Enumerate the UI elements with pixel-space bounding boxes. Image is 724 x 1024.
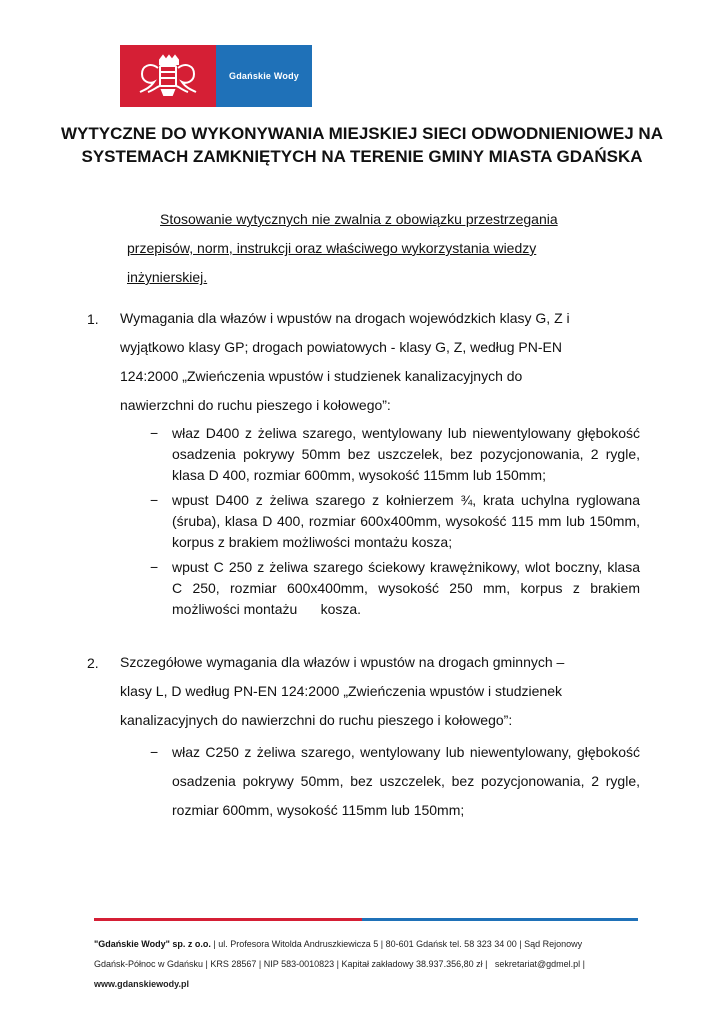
list-item bbox=[120, 423, 640, 486]
section-1-text bbox=[120, 304, 640, 420]
section-number: 2. bbox=[87, 655, 99, 671]
list-item bbox=[120, 490, 640, 553]
intro-line: przepisów, norm, instrukcji oraz właściwego wykorzystania wiedzy bbox=[127, 240, 537, 256]
dash-marker: − bbox=[150, 744, 159, 760]
footer-line: Gdańsk-Północ w Gdańsku | KRS 28567 | NIP 583-0010823 | Kapitał zakładowy 38.937.356,80 zł | sekretariat@gdmel.pl | bbox=[94, 959, 585, 969]
footer-line bbox=[94, 934, 634, 954]
footer-address: | ul. Profesora Witolda Andruszkiewicza 5 | 80-601 Gdańsk tel. 58 323 34 00 | Sąd Rejonowy bbox=[210, 939, 583, 949]
dash-marker: − bbox=[150, 425, 159, 441]
list-item bbox=[120, 738, 640, 825]
footer-rule-red bbox=[94, 918, 362, 921]
section-number: 1. bbox=[87, 311, 99, 327]
section-2-text bbox=[120, 648, 640, 735]
paragraph-line: 124:2000 „Zwieńczenia wpustów i studzienek kanalizacyjnych do bbox=[120, 368, 523, 384]
section-1-list bbox=[120, 423, 644, 624]
page-footer bbox=[94, 934, 634, 994]
footer-rule-blue bbox=[362, 918, 638, 921]
dash-marker: − bbox=[150, 559, 159, 575]
paragraph-line: Szczegółowe wymagania dla włazów i wpustów na drogach gminnych – bbox=[120, 654, 565, 670]
website-link[interactable]: www.gdanskiewody.pl bbox=[94, 979, 190, 989]
paragraph-line: wyjątkowo klasy GP; drogach powiatowych - klasy G, Z, według PN-EN bbox=[120, 339, 562, 355]
company-name: "Gdańskie Wody" sp. z o.o. bbox=[94, 939, 211, 949]
list-item-text: wpust D400 z żeliwa szarego z kołnierzem ¾, krata uchylna ryglowana (śruba), klasa D 400, rozmiar 600x400mm, wysokość 115 mm lub 150mm, korpus z brakiem możliwości montażu kosza; bbox=[172, 492, 640, 550]
document-title: WYTYCZNE DO WYKONYWANIA MIEJSKIEJ SIECI ODWODNIENIOWEJ NA SYSTEMACH ZAMKNIĘTYCH NA TERENIE GMINY MIASTA GDAŃSKA bbox=[61, 124, 663, 166]
intro-line: inżynierskiej. bbox=[127, 269, 208, 285]
coat-of-arms-emblem bbox=[120, 45, 216, 107]
intro-note bbox=[127, 205, 617, 292]
paragraph-line: kanalizacyjnych do nawierzchni do ruchu pieszego i kołowego”: bbox=[120, 712, 513, 728]
list-item-text: wpust C 250 z żeliwa szarego ściekowy krawężnikowy, wlot boczny, klasa C 250, rozmiar 600x400mm, wysokość 250 mm, korpus z brakiem możliwości montażu kosza. bbox=[172, 559, 644, 617]
list-item-text: właz D400 z żeliwa szarego, wentylowany lub niewentylowany głębokość osadzenia pokrywy 50mm bez uszczelek, bez pozycjonowania, 2 rygle, klasa D 400, rozmiar 600mm, wysokość 115mm lub 150mm; bbox=[172, 425, 640, 483]
list-item bbox=[120, 557, 644, 620]
dash-marker: − bbox=[150, 492, 159, 508]
intro-line: Stosowanie wytycznych nie zwalnia z obowiązku przestrzegania bbox=[160, 211, 558, 227]
paragraph-line: klasy L, D według PN-EN 124:2000 „Zwieńczenia wpustów i studzienek bbox=[120, 683, 562, 699]
paragraph-line: Wymagania dla włazów i wpustów na drogach wojewódzkich klasy G, Z i bbox=[120, 310, 570, 326]
list-item-text: właz C250 z żeliwa szarego, wentylowany lub niewentylowany, głębokość osadzenia pokrywy 50mm, bez uszczelek, bez pozycjonowania, 2 rygle, rozmiar 600mm, wysokość 115mm lub 150mm; bbox=[172, 744, 640, 818]
brand-name: Gdańskie Wody bbox=[216, 45, 312, 107]
company-logo bbox=[120, 45, 312, 107]
lions-crest-icon bbox=[136, 54, 200, 98]
paragraph-line: nawierzchni do ruchu pieszego i kołowego”: bbox=[120, 397, 391, 413]
section-2-list bbox=[120, 738, 640, 825]
